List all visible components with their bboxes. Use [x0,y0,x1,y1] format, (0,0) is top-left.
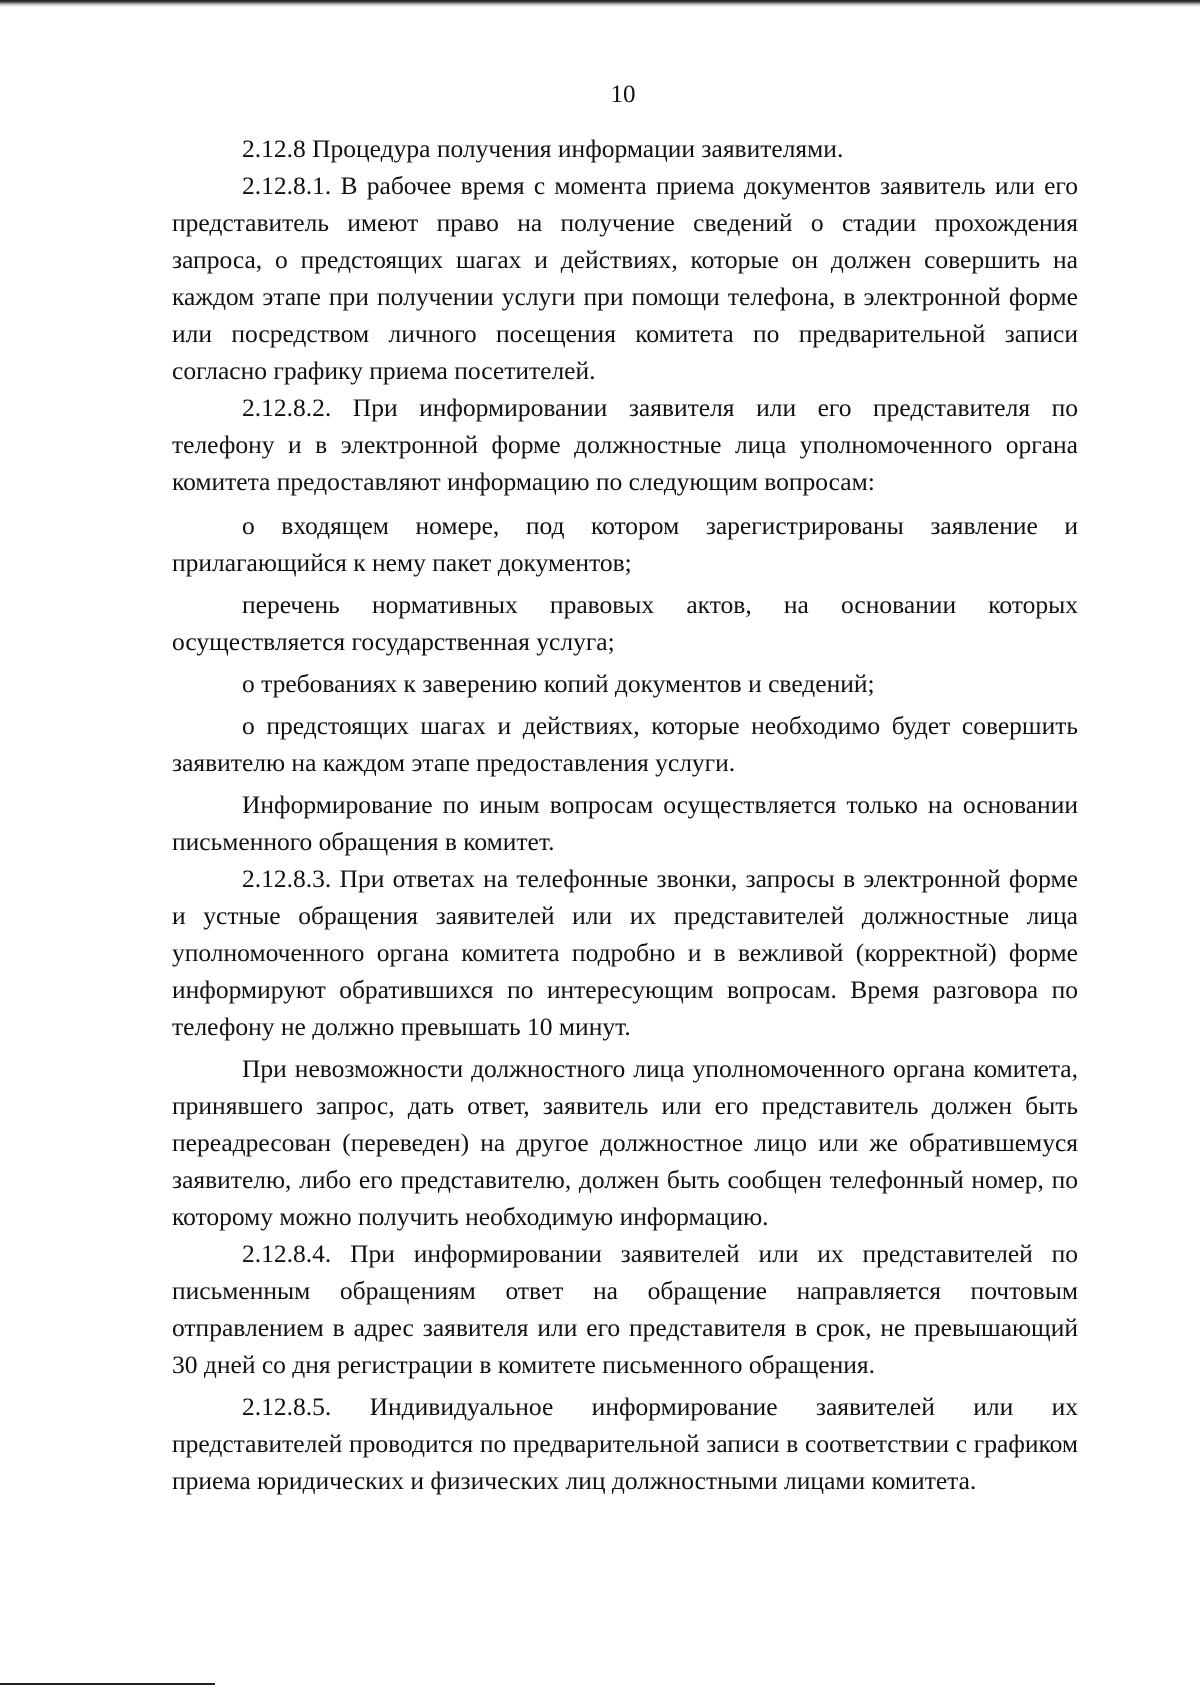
scan-edge-bottom [0,1683,215,1685]
list-item-legal-acts: перечень нормативных правовых актов, на основании которых осуществляется государственная услуга; [172,590,1078,656]
paragraph-redirect: При невозможности должностного лица уполномоченного органа комитета, принявшего запрос, дать ответ, заявитель или его представитель должен быть переадресован (переведен) на другое должностное лицо или же обратившемуся заявителю, либо его представителю, должен быть сообщен телефонный номер, по которому можно получить необходимую информацию. [172,1054,1078,1231]
paragraph-other-questions: Информирование по иным вопросам осуществляется только на основании письменного обращения в комитет. [172,790,1078,856]
scan-edge-top [0,0,1200,7]
list-item-next-steps: о предстоящих шагах и действиях, которые необходимо будет совершить заявителю на каждом этапе предоставления услуги. [172,711,1078,777]
paragraph-2-12-8-4: 2.12.8.4. При информировании заявителей или их представителей по письменным обращениям ответ на обращение направляется почтовым отправлением в адрес заявителя или его представителя в срок, не превышающий 30 дней со дня регистрации в комитете письменного обращения. [172,1239,1078,1379]
paragraph-2-12-8-1: 2.12.8.1. В рабочее время с момента приема документов заявитель или его представитель имеют право на получение сведений о стадии прохождения запроса, о предстоящих шагах и действиях, которые он должен совершить на каждом этапе при получении услуги при помощи телефона, в электронной форме или посредством личного посещения комитета по предварительной записи согласно графику приема посетителей. [172,171,1078,385]
paragraph-2-12-8-2: 2.12.8.2. При информировании заявителя или его представителя по телефону и в электронной форме должностные лица уполномоченного органа комитета предоставляют информацию по следующим вопросам: [172,393,1078,496]
paragraph-2-12-8-5: 2.12.8.5. Индивидуальное информирование заявителей или их представителей проводится по предварительной записи в соответствии с графиком приема юридических и физических лиц должностными лицами комитета. [172,1392,1078,1495]
section-heading: 2.12.8 Процедура получения информации заявителями. [242,134,844,163]
list-item-copy-requirements: о требованиях к заверению копий документов и сведений; [242,669,875,698]
paragraph-2-12-8-3: 2.12.8.3. При ответах на телефонные звонки, запросы в электронной форме и устные обращения заявителей или их представителей должностные лица уполномоченного органа комитета подробно и в вежливой (корректной) форме информируют обратившихся по интересующим вопросам. Время разговора по телефону не должно превышать 10 минут. [172,864,1078,1041]
page-number: 10 [610,81,636,108]
document-body [172,130,1078,1499]
list-item-incoming-number: о входящем номере, под котором зарегистрированы заявление и прилагающийся к нему пакет документов; [172,511,1078,577]
